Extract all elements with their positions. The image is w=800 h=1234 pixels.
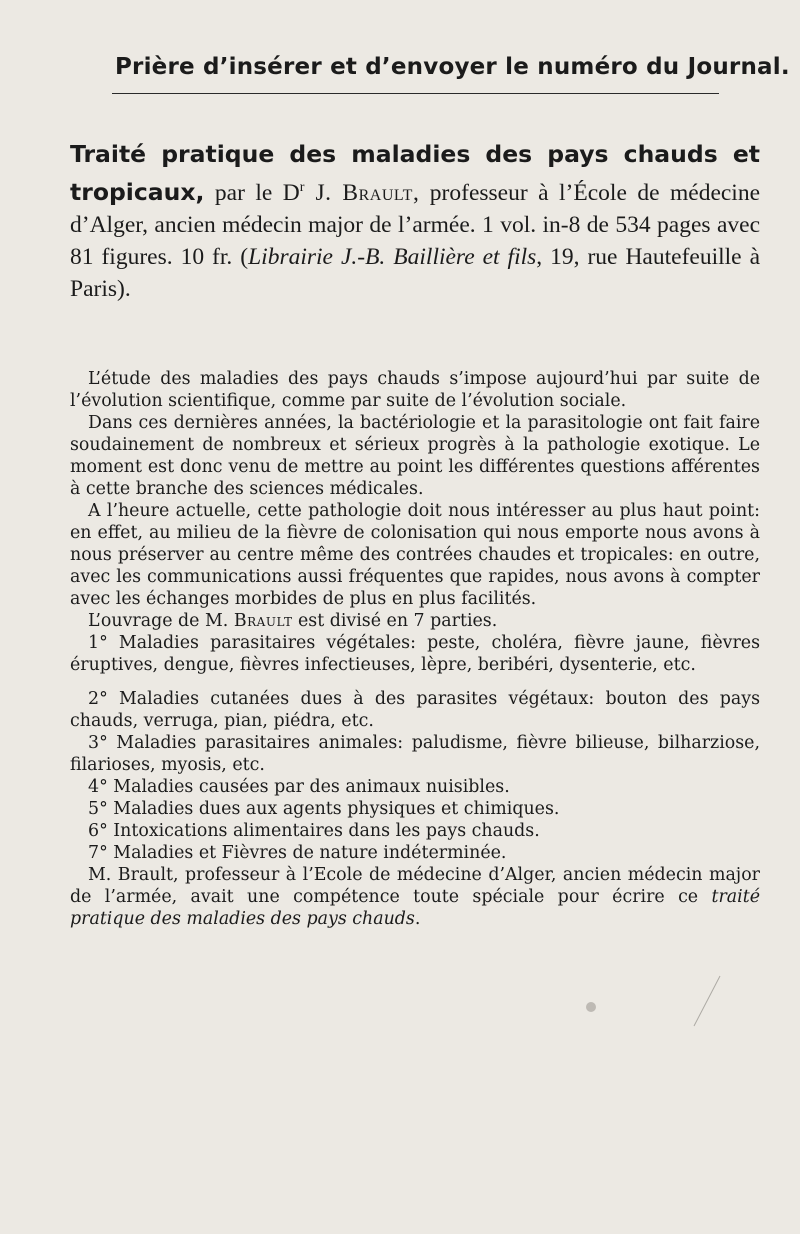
ink-blot: [586, 1002, 596, 1012]
book-details: professeur à l’École de médecine d’Alger, ancien médecin major de l’armée. 1 vol. in-8 de 534 pages avec 81 figures. 10 fr. (: [70, 179, 761, 270]
paragraph-3: A l’heure actuelle, cette pathologie doit nous intéresser au plus haut point: en effet, au milieu de la fièvre de colonisation qui nous emporte nous avons à nous préserver au centre même des contrées chaudes et tropicales: en outre, avec les communications aussi fréquentes que rapides, nous avons à compter avec les échanges morbides de plus en plus facilités.: [70, 501, 760, 609]
header-instruction: Prière d’insérer et d’envoyer le numéro du Journal.: [115, 54, 790, 80]
closing-end: .: [414, 909, 421, 929]
book-by: par le D: [204, 179, 300, 206]
p4-end: est divisé en 7 parties.: [292, 611, 498, 631]
p4-author: Brault: [233, 611, 293, 631]
list-item-7: 7° Maladies et Fièvres de nature indéterminée.: [88, 843, 507, 863]
closing-start: M. Brault, professeur à l’Ecole de médecine d’Alger, ancien médecin major de l’armée, avait une compétence toute spéciale pour écrire ce: [70, 865, 760, 907]
p4-start: L’ouvrage de M.: [88, 611, 234, 631]
pencil-mark: [690, 970, 730, 1030]
list-item-4: 4° Maladies causées par des animaux nuisibles.: [88, 777, 510, 797]
book-address: , 19, rue Hautefeuille à Paris).: [70, 243, 760, 302]
list-item-1: 1° Maladies parasitaires végétales: peste, choléra, fièvre jaune, fièvres éruptives, dengue, fièvres infectieuses, lèpre, beribéri, dysenterie, etc.: [70, 633, 760, 675]
closing-title: traité pratique des maladies des pays chauds: [70, 887, 760, 929]
doctor-abbrev-sup: r: [299, 179, 305, 195]
book-publisher: Librairie J.-B. Baillière et fils: [248, 243, 537, 270]
list-item-2: 2° Maladies cutanées dues à des parasites végétaux: bouton des pays chauds, verruga, pian, piédra, etc.: [70, 689, 760, 731]
paragraph-2: Dans ces dernières années, la bactériologie et la parasitologie ont fait faire soudainement de nombreux et sérieux progrès à la pathologie exotique. Le moment est donc venu de mettre au point les différentes questions afférentes à cette branche des sciences médicales.: [70, 413, 760, 499]
book-title: Traité pratique des maladies des pays chauds et tropicaux,: [70, 140, 760, 206]
closing-paragraph: [70, 864, 760, 930]
list-item-6: 6° Intoxications alimentaires dans les pays chauds.: [88, 821, 540, 841]
paragraph-1: L’étude des maladies des pays chauds s’impose aujourd’hui par suite de l’évolution scientifique, comme par suite de l’évolution sociale.: [70, 369, 760, 411]
book-author: J. Brault,: [304, 179, 420, 206]
list-item-3: 3° Maladies parasitaires animales: paludisme, fièvre bilieuse, bilharziose, filarioses, myosis, etc.: [70, 733, 760, 775]
review-body: [70, 368, 760, 930]
header-rule: [112, 93, 719, 94]
paragraph-4: [70, 610, 760, 632]
book-announcement: [70, 138, 760, 305]
list-item-5: 5° Maladies dues aux agents physiques et chimiques.: [88, 799, 560, 819]
